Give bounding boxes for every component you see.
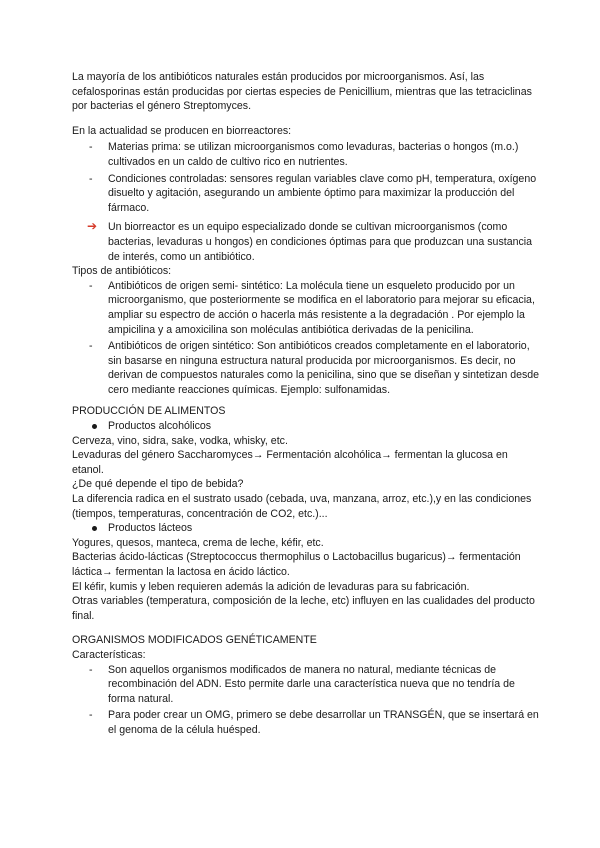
list-item (72, 663, 542, 707)
list-item (72, 140, 542, 169)
alcoholic-yeasts: Levaduras del género Saccharomyces→ Fermentación alcohólica→ fermentan la glucosa en etanol. (72, 449, 508, 476)
list-item (72, 339, 542, 397)
dash-bullet: - (89, 172, 93, 185)
list-item-text: Son aquellos organismos modificados de manera no natural, mediante técnicas de recombinación del ADN. Esto permite darle una característica nueva que no tendría de forma natural. (108, 663, 515, 705)
antibiotic-types-heading: Tipos de antibióticos: (72, 265, 172, 278)
list-item-text: Materias prima: se utilizan microorganismos como levaduras, bacterias o hongos (m.o.) cultivados en un caldo de cultivo rico en nutrientes. (108, 141, 519, 168)
list-item-text: Antibióticos de origen semi- sintético: La molécula tiene un esqueleto producido por un microorganismo, que posteriormente se modifica en el laboratorio para mejorar su eficacia, ampliar su espectro de acción o hacerla más resistente a la degradación . Por ejemplo la ampicilina y a amoxicilina son moléculas antibiótica derivadas de la penicilina. (108, 279, 535, 336)
list-item-text: Productos alcohólicos (108, 420, 212, 433)
gmo-subheading: Características: (72, 648, 146, 661)
list-item (72, 172, 542, 216)
dash-bullet: - (89, 663, 93, 676)
food-heading: PRODUCCIÓN DE ALIMENTOS (72, 405, 226, 418)
arrow-note-text: Un biorreactor es un equipo especializado donde se cultivan microorganismos (como bacterias, levaduras u hongos) en condiciones óptimas para que produzcan una sustancia de interés, como un antibiótico. (108, 221, 533, 263)
list-item (72, 279, 542, 337)
list-item-text: Productos lácteos (108, 522, 193, 535)
alcoholic-examples: Cerveza, vino, sidra, sake, vodka, whisky, etc. (72, 434, 288, 447)
alcoholic-answer: La diferencia radica en el sustrato usado (cebada, uva, manzana, arroz, etc.),y en las condiciones (tiempos, temperaturas, concentración de CO2, etc.)... (72, 493, 532, 520)
dash-bullet: - (89, 279, 93, 292)
list-item-text: Condiciones controladas: sensores regulan variables clave como pH, temperatura, oxígeno disuelto y agitación, asegurando un ambiente óptimo para maximizar la producción del fármaco. (108, 172, 537, 214)
dash-bullet: - (89, 709, 93, 722)
list-item (72, 708, 542, 737)
alcoholic-question: ¿De qué depende el tipo de bebida? (72, 478, 244, 491)
list-item-text: Para poder crear un OMG, primero se debe desarrollar un TRANSGÉN, que se insertará en el genoma de la célula huésped. (108, 709, 539, 736)
arrow-note (72, 220, 542, 264)
dash-bullet: - (89, 340, 93, 353)
dairy-examples: Yogures, quesos, manteca, crema de leche, kéfir, etc. (72, 536, 324, 549)
gmo-heading: ORGANISMOS MODIFICADOS GENÉTICAMENTE (72, 634, 317, 647)
dash-bullet: - (89, 141, 93, 154)
bioreactors-heading: En la actualidad se producen en biorreactores: (72, 124, 292, 137)
intro-paragraph: La mayoría de los antibióticos naturales están producidos por microorganismos. Así, las cefalosporinas están producidas por ciertas especies de Penicillium, mientras que las tetraciclinas por bacterias el género Streptomyces. (72, 71, 532, 113)
bullet-dot-icon (92, 424, 97, 429)
dairy-bacteria: Bacterias ácido-lácticas (Streptococcus thermophilus o Lactobacillus bugaricus)→ fermentación láctica→ fermentan la lactosa en ácido láctico. (72, 551, 521, 578)
arrow-icon: ➔ (87, 219, 98, 234)
dairy-variables: Otras variables (temperatura, composición de la leche, etc) influyen en las cualidades del producto final. (72, 595, 535, 622)
dairy-kefir: El kéfir, kumis y leben requieren además la adición de levaduras para su fabricación. (72, 580, 470, 593)
list-item (72, 521, 542, 536)
list-item-text: Antibióticos de origen sintético: Son antibióticos creados completamente en el laboratorio, sin basarse en ninguna estructura natural producida por microorganismos. Es decir, no derivan de compuestos naturales como la penicilina, sino que se diseñan y sintetizan desde cero mediante reacciones químicas. Ejemplo: sulfonamidas. (108, 340, 540, 396)
bullet-dot-icon (92, 526, 97, 531)
list-item (72, 419, 542, 434)
